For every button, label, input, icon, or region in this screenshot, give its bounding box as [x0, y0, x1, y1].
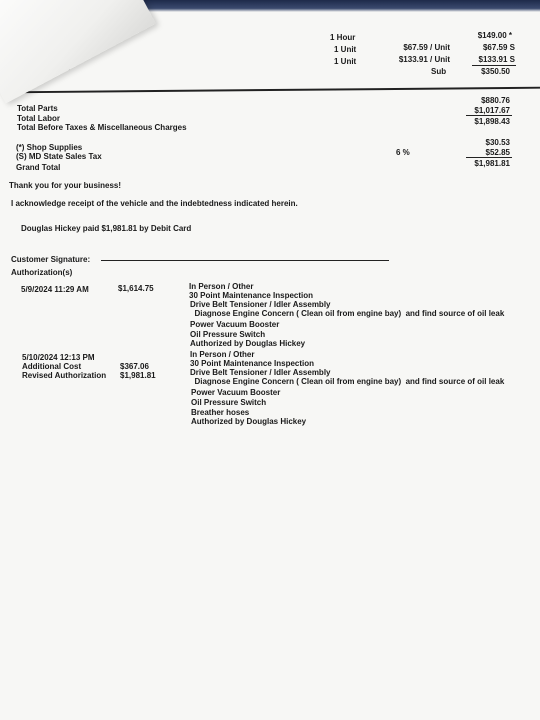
customer-signature-label: Customer Signature: [11, 255, 91, 264]
auth1-line: Power Vacuum Booster [190, 320, 280, 329]
subtotal-rule [472, 65, 516, 66]
sales-tax-label: (S) MD State Sales Tax [16, 152, 102, 161]
auth1-line: Oil Pressure Switch [190, 330, 266, 339]
tax-rate: 6 % [396, 148, 410, 157]
auth1-amount: $1,614.75 [118, 284, 154, 293]
dark-background-strip [110, 0, 540, 12]
auth1-line: 30 Point Maintenance Inspection [189, 291, 314, 300]
auth1-datetime: 5/9/2024 11:29 AM [21, 285, 89, 294]
total-before-taxes-label: Total Before Taxes & Miscellaneous Charges [17, 123, 187, 132]
total-parts-amount: $880.76 [481, 96, 510, 105]
auth2-additional-label: Additional Cost [22, 362, 82, 371]
auth2-line: In Person / Other [190, 350, 255, 359]
auth2-line: Breather hoses [191, 408, 250, 417]
auth1-line: In Person / Other [189, 282, 254, 291]
shop-supplies-label: (*) Shop Supplies [16, 143, 83, 152]
section-divider [10, 87, 540, 94]
acknowledgement-text: I acknowledge receipt of the vehicle and the indebtedness indicated herein. [11, 199, 298, 208]
auth2-line: Authorized by Douglas Hickey [191, 417, 307, 426]
total-parts-label: Total Parts [17, 104, 58, 113]
total-before-taxes-amount: $1,898.43 [474, 117, 510, 126]
sales-tax-amount: $52.85 [485, 148, 510, 157]
tax-rule [466, 157, 512, 158]
total-labor-label: Total Labor [17, 114, 60, 123]
signature-line[interactable] [101, 260, 389, 261]
auth2-line: Power Vacuum Booster [191, 388, 281, 397]
auth1-line: Authorized by Douglas Hickey [190, 339, 306, 348]
item-rate-2: $67.59 / Unit [403, 43, 450, 52]
auth2-line: Drive Belt Tensioner / Idler Assembly [190, 368, 331, 377]
item-qty-2: 1 Unit [334, 45, 357, 54]
grand-total-amount: $1,981.81 [474, 159, 510, 168]
auth2-line: Oil Pressure Switch [191, 398, 267, 407]
item-qty-3: 1 Unit [334, 57, 357, 66]
auth2-revised-label: Revised Authorization [22, 371, 107, 380]
thank-you-text: Thank you for your business! [9, 181, 122, 190]
item-amount-1: $149.00 * [477, 31, 512, 40]
grand-total-label: Grand Total [16, 163, 61, 172]
item-rate-3: $133.91 / Unit [398, 55, 450, 64]
auth2-revised-amount: $1,981.81 [120, 371, 156, 380]
item-amount-2: $67.59 S [482, 43, 515, 52]
auth1-line: Diagnose Engine Concern ( Clean oil from engine bay) and find source of oil leak [190, 309, 505, 318]
sub-amount: $350.50 [481, 67, 510, 76]
total-labor-amount: $1,017.67 [474, 106, 510, 115]
item-qty-1: 1 Hour [330, 33, 356, 42]
shop-supplies-amount: $30.53 [485, 138, 510, 147]
auth2-additional-amount: $367.06 [120, 362, 149, 371]
auth2-line: 30 Point Maintenance Inspection [190, 359, 315, 368]
authorizations-heading: Authorization(s) [11, 268, 73, 277]
item-amount-3: $133.91 S [478, 55, 515, 64]
auth2-line: Diagnose Engine Concern ( Clean oil from engine bay) and find source of oil leak [190, 377, 505, 386]
auth2-datetime: 5/10/2024 12:13 PM [22, 353, 95, 362]
sub-label: Sub [431, 67, 447, 76]
labor-rule [466, 115, 512, 116]
payment-text: Douglas Hickey paid $1,981.81 by Debit Card [21, 224, 192, 233]
auth1-line: Drive Belt Tensioner / Idler Assembly [190, 300, 331, 309]
